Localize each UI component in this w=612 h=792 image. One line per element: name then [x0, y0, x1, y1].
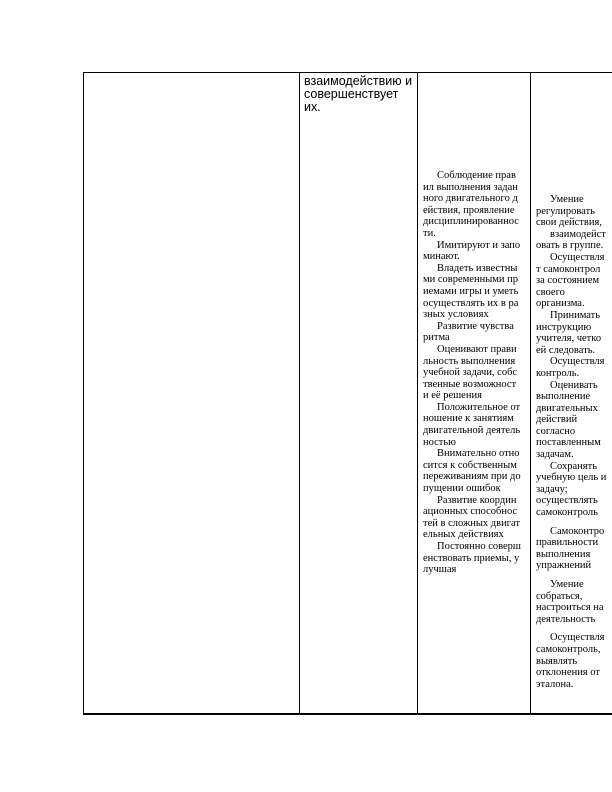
- col4-line: задачам.: [536, 449, 574, 461]
- col3-paragraph: Развитие координационных способностей в сложных двигательных действиях: [423, 494, 520, 541]
- col4-line: инструкцию: [536, 321, 592, 333]
- col4-line: правильности: [536, 537, 599, 549]
- col4-line: самоконтроль,: [536, 643, 601, 655]
- col4-line: Осуществля: [550, 632, 605, 644]
- col4-line: Оценивать: [550, 379, 598, 391]
- col3-paragraph: Владеть известными современными приемами игры и уметь осуществлять их в разных условиях: [423, 262, 519, 321]
- col4-line: учителя, четко: [536, 333, 602, 345]
- col4-line: поставленным: [536, 437, 601, 449]
- col4-line: контроль.: [536, 367, 580, 379]
- col4-line: выполнения: [536, 548, 591, 560]
- col3-cell: [423, 170, 521, 576]
- col3-paragraph: Имитируют и запоминают.: [423, 239, 521, 263]
- col4-line: своего: [536, 286, 565, 298]
- table-bottom-border: [83, 713, 612, 715]
- col4-line: ей следовать.: [536, 344, 596, 356]
- col4-line: двигательных: [536, 402, 598, 414]
- col4-line: овать в группе.: [536, 240, 604, 252]
- col2-text: взаимодействию и совершенствует их.: [304, 74, 413, 114]
- col4-line: учебную цель и: [536, 472, 607, 484]
- col4-line: настроиться на: [536, 602, 604, 614]
- col3-paragraph: Соблюдение правил выполнения заданного двигательного действия, проявление дисциплинированности.: [423, 170, 519, 239]
- col4-line: за состоянием: [536, 275, 600, 287]
- col4-line: упражнений: [536, 560, 592, 572]
- col3-paragraph: Оценивают правильность выполнения учебной задачи, собственные возможности её решения: [423, 343, 518, 402]
- col3-paragraph: Внимательно относится к собственным переживаниям при допущении ошибок: [423, 448, 521, 495]
- col4-line: т самоконтрол: [536, 263, 601, 275]
- col4-line: Принимать: [550, 309, 601, 321]
- col4-line: задачу;: [536, 483, 568, 495]
- col4-line: эталона.: [536, 678, 574, 690]
- col4-line: Самоконтро: [550, 525, 605, 537]
- col4-line: самоконтроль: [536, 507, 598, 519]
- column-divider-1: [299, 72, 300, 714]
- col4-line: Осуществля: [550, 251, 605, 263]
- table-left-border: [83, 72, 84, 714]
- col4-line: выполнение: [536, 391, 591, 403]
- table-top-border: [83, 72, 612, 73]
- col4-line: отклонения от: [536, 667, 600, 679]
- col4-line: собраться,: [536, 590, 583, 602]
- col4-line: Умение: [550, 194, 584, 205]
- col4-line: организма.: [536, 298, 585, 310]
- col3-paragraph: Развитие чувства ритма: [423, 320, 514, 344]
- col4-line: Умение: [550, 579, 584, 590]
- column-divider-2: [417, 72, 418, 714]
- col3-paragraph: Положительное отношение к занятиям двигательной деятельностью: [423, 401, 521, 448]
- col4-line: регулировать: [536, 205, 595, 217]
- col4-line: осуществлять: [536, 495, 598, 507]
- col4-line: деятельность: [536, 613, 596, 625]
- col4-line: действий: [536, 414, 578, 426]
- col4-line: Осуществля: [550, 356, 605, 368]
- col3-paragraph: Постоянно совершенствовать приемы, улучшая: [423, 541, 521, 576]
- col4-cell: [536, 194, 612, 690]
- col4-line: свои действия,: [536, 217, 602, 229]
- col4-line: Сохранять: [550, 460, 597, 472]
- col4-line: взаимодейст: [550, 228, 606, 240]
- col4-line: выявлять: [536, 655, 578, 667]
- column-divider-3: [530, 72, 531, 714]
- col4-line: согласно: [536, 425, 576, 437]
